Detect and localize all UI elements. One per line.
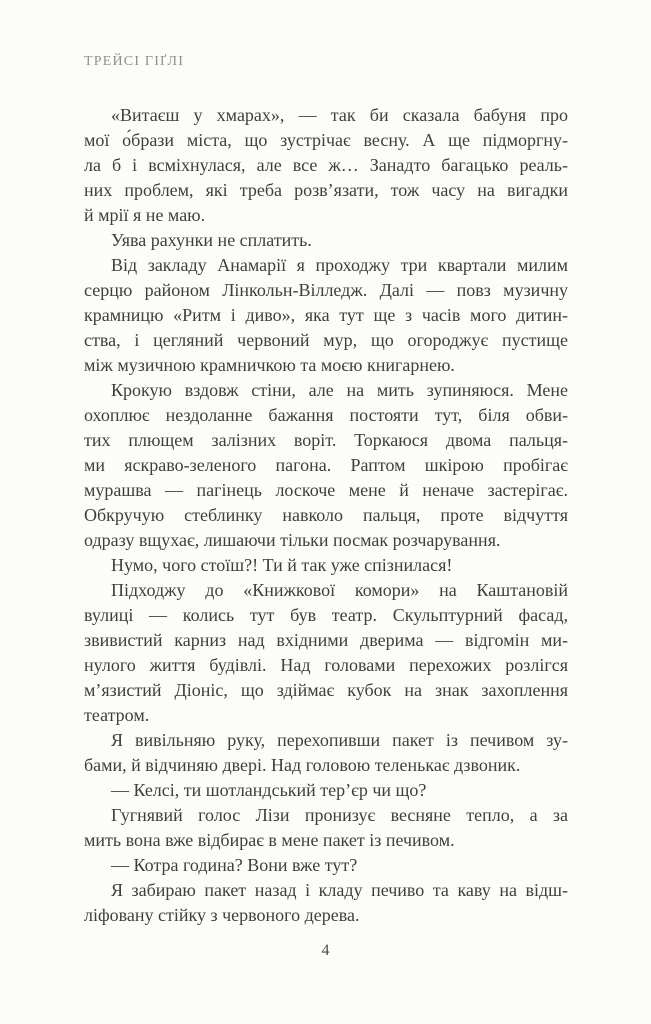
text-line: Обкручую стеблинку навколо пальця, проте відчуття — [84, 505, 568, 525]
paragraph — [84, 878, 568, 928]
text-line: вулиці — колись тут був театр. Скульптурний фасад, — [84, 605, 568, 625]
page-number: 4 — [321, 942, 330, 959]
text-line: мої о́брази міста, що зустрічає весну. А ще підморгну- — [84, 130, 568, 150]
text-line: одразу вщухає, лишаючи тільки посмак розчарування. — [84, 530, 501, 550]
text-line: нулого життя будівлі. Над головами перехожих розлігся — [84, 655, 568, 675]
text-line: мурашва — пагінець лоскоче мене й неначе застерігає. — [84, 480, 568, 500]
text-line: ліфовану стійку з червоного дерева. — [84, 905, 360, 925]
text-line: серцю районом Лінкольн-Вілледж. Далі — повз музичну — [84, 280, 568, 300]
text-line: ства, і цегляний червоний мур, що огороджує пустище — [84, 330, 568, 350]
text-line: ла б і всміхнулася, але все ж… Занадто багацько реаль- — [84, 155, 568, 175]
paragraph — [84, 228, 568, 253]
paragraph — [84, 578, 568, 728]
text-line: крамницю «Ритм і диво», яка тут ще з часів мого дитин- — [84, 305, 568, 325]
text-line: театром. — [84, 705, 150, 725]
text-line: — Котра година? Вони вже тут? — [111, 855, 358, 875]
text-line: Нумо, чого стоїш?! Ти й так уже спізнилася! — [111, 555, 453, 575]
text-line: Я вивільняю руку, перехопивши пакет із печивом зу- — [111, 730, 568, 750]
body-text — [84, 103, 568, 928]
paragraph — [84, 728, 568, 778]
paragraph — [84, 378, 568, 553]
text-line: Від закладу Анамарії я проходжу три квартали милим — [111, 255, 568, 275]
text-line: Крокую вздовж стіни, але на мить зупиняюся. Мене — [111, 380, 568, 400]
text-line: охоплює нездоланне бажання постояти тут, біля обви- — [84, 405, 568, 425]
text-line: Уява рахунки не сплатить. — [111, 230, 312, 250]
text-line: бами, й відчиняю двері. Над головою теленькає дзвоник. — [84, 755, 521, 775]
text-line: — Келсі, ти шотландський тер’єр чи що? — [111, 780, 427, 800]
text-line: Підходжу до «Книжкової комори» на Каштановій — [111, 580, 568, 600]
text-line: звивистий карниз над вхідними дверима — відгомін ми- — [84, 630, 568, 650]
text-line: м’язистий Діоніс, що здіймає кубок на знак захоплення — [84, 680, 568, 700]
text-line: Я забираю пакет назад і кладу печиво та каву на відш- — [111, 880, 568, 900]
text-line: ми яскраво-зеленого пагона. Раптом шкірою пробігає — [84, 455, 568, 475]
paragraph — [84, 778, 568, 803]
text-line: тих плющем залізних воріт. Торкаюся двома пальця- — [84, 430, 568, 450]
paragraph — [84, 553, 568, 578]
paragraph — [84, 853, 568, 878]
text-line: Гугнявий голос Лізи пронизує весняне тепло, а за — [111, 805, 568, 825]
text-line: й мрії я не маю. — [84, 205, 206, 225]
text-line: них проблем, які треба розв’язати, тож часу на вигадки — [84, 180, 568, 200]
paragraph — [84, 253, 568, 378]
paragraph — [84, 803, 568, 853]
text-line: між музичною крамничкою та моєю книгарнею. — [84, 355, 455, 375]
text-line: мить вона вже відбирає в мене пакет із печивом. — [84, 830, 455, 850]
running-header-author: ТРЕЙСІ ГІҐЛІ — [84, 54, 185, 69]
paragraph — [84, 103, 568, 228]
text-line: «Витаєш у хмарах», — так би сказала бабуня про — [111, 105, 568, 125]
